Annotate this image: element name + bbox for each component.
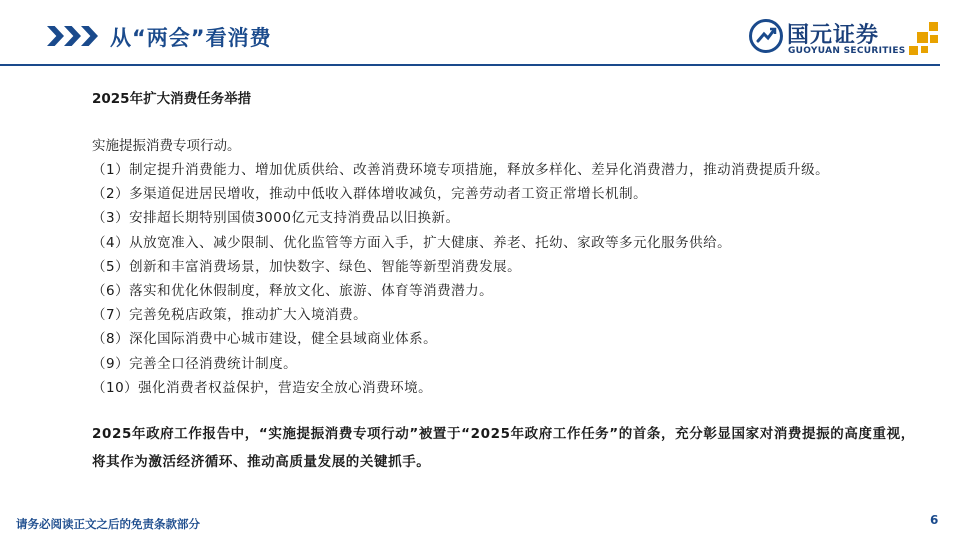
measures-list xyxy=(92,158,829,400)
list-item: （6）落实和优化休假制度，释放文化、旅游、体育等消费潜力。 xyxy=(92,283,494,300)
list-item: （7）完善免税店政策，推动扩大入境消费。 xyxy=(92,307,368,324)
section-title: 2025年扩大消费任务举措 xyxy=(92,91,252,107)
logo-chinese-name: 国元证券 xyxy=(787,23,880,48)
intro-text: 实施提振消费专项行动。 xyxy=(92,138,241,154)
list-item: （9）完善全口径消费统计制度。 xyxy=(92,355,298,372)
list-item: （3）安排超长期特别国债3000亿元支持消费品以旧换新。 xyxy=(92,210,460,227)
logo-squares-icon xyxy=(909,22,943,58)
list-item: （10）强化消费者权益保护，营造安全放心消费环境。 xyxy=(92,379,433,396)
page-number: 6 xyxy=(930,513,939,527)
logo-english-name: GUOYUAN SECURITIES xyxy=(788,46,906,56)
summary-paragraph: 2025年政府工作报告中，“实施提振消费专项行动”被置于“2025年政府工作任务”的首条，充分彰显国家对消费提振的高度重视，将其作为激活经济循环、推动高质量发展的关键抓手。 xyxy=(92,426,915,470)
guoyuan-logo-icon xyxy=(749,19,783,53)
main-content xyxy=(92,88,932,470)
chevron-arrows-icon xyxy=(47,26,98,46)
list-item: （2）多渠道促进居民增收，推动中低收入群体增收减负，完善劳动者工资正常增长机制。 xyxy=(92,186,648,203)
disclaimer-note: 请务必阅读正文之后的免责条款部分 xyxy=(16,517,200,531)
list-item: （1）制定提升消费能力、增加优质供给、改善消费环境专项措施，释放多样化、差异化消费潜力，推动消费提质升级。 xyxy=(92,162,830,178)
page-title: 从“两会”看消费 xyxy=(110,26,272,50)
slide-header xyxy=(0,0,960,70)
header-divider xyxy=(0,64,940,66)
list-item: （8）深化国际消费中心城市建设，健全县域商业体系。 xyxy=(92,331,438,348)
list-item: （4）从放宽准入、减少限制、优化监管等方面入手，扩大健康、养老、托幼、家政等多元化服务供给。 xyxy=(92,234,732,251)
company-logo xyxy=(749,18,944,60)
list-item: （5）创新和丰富消费场景，加快数字、绿色、智能等新型消费发展。 xyxy=(92,258,522,275)
